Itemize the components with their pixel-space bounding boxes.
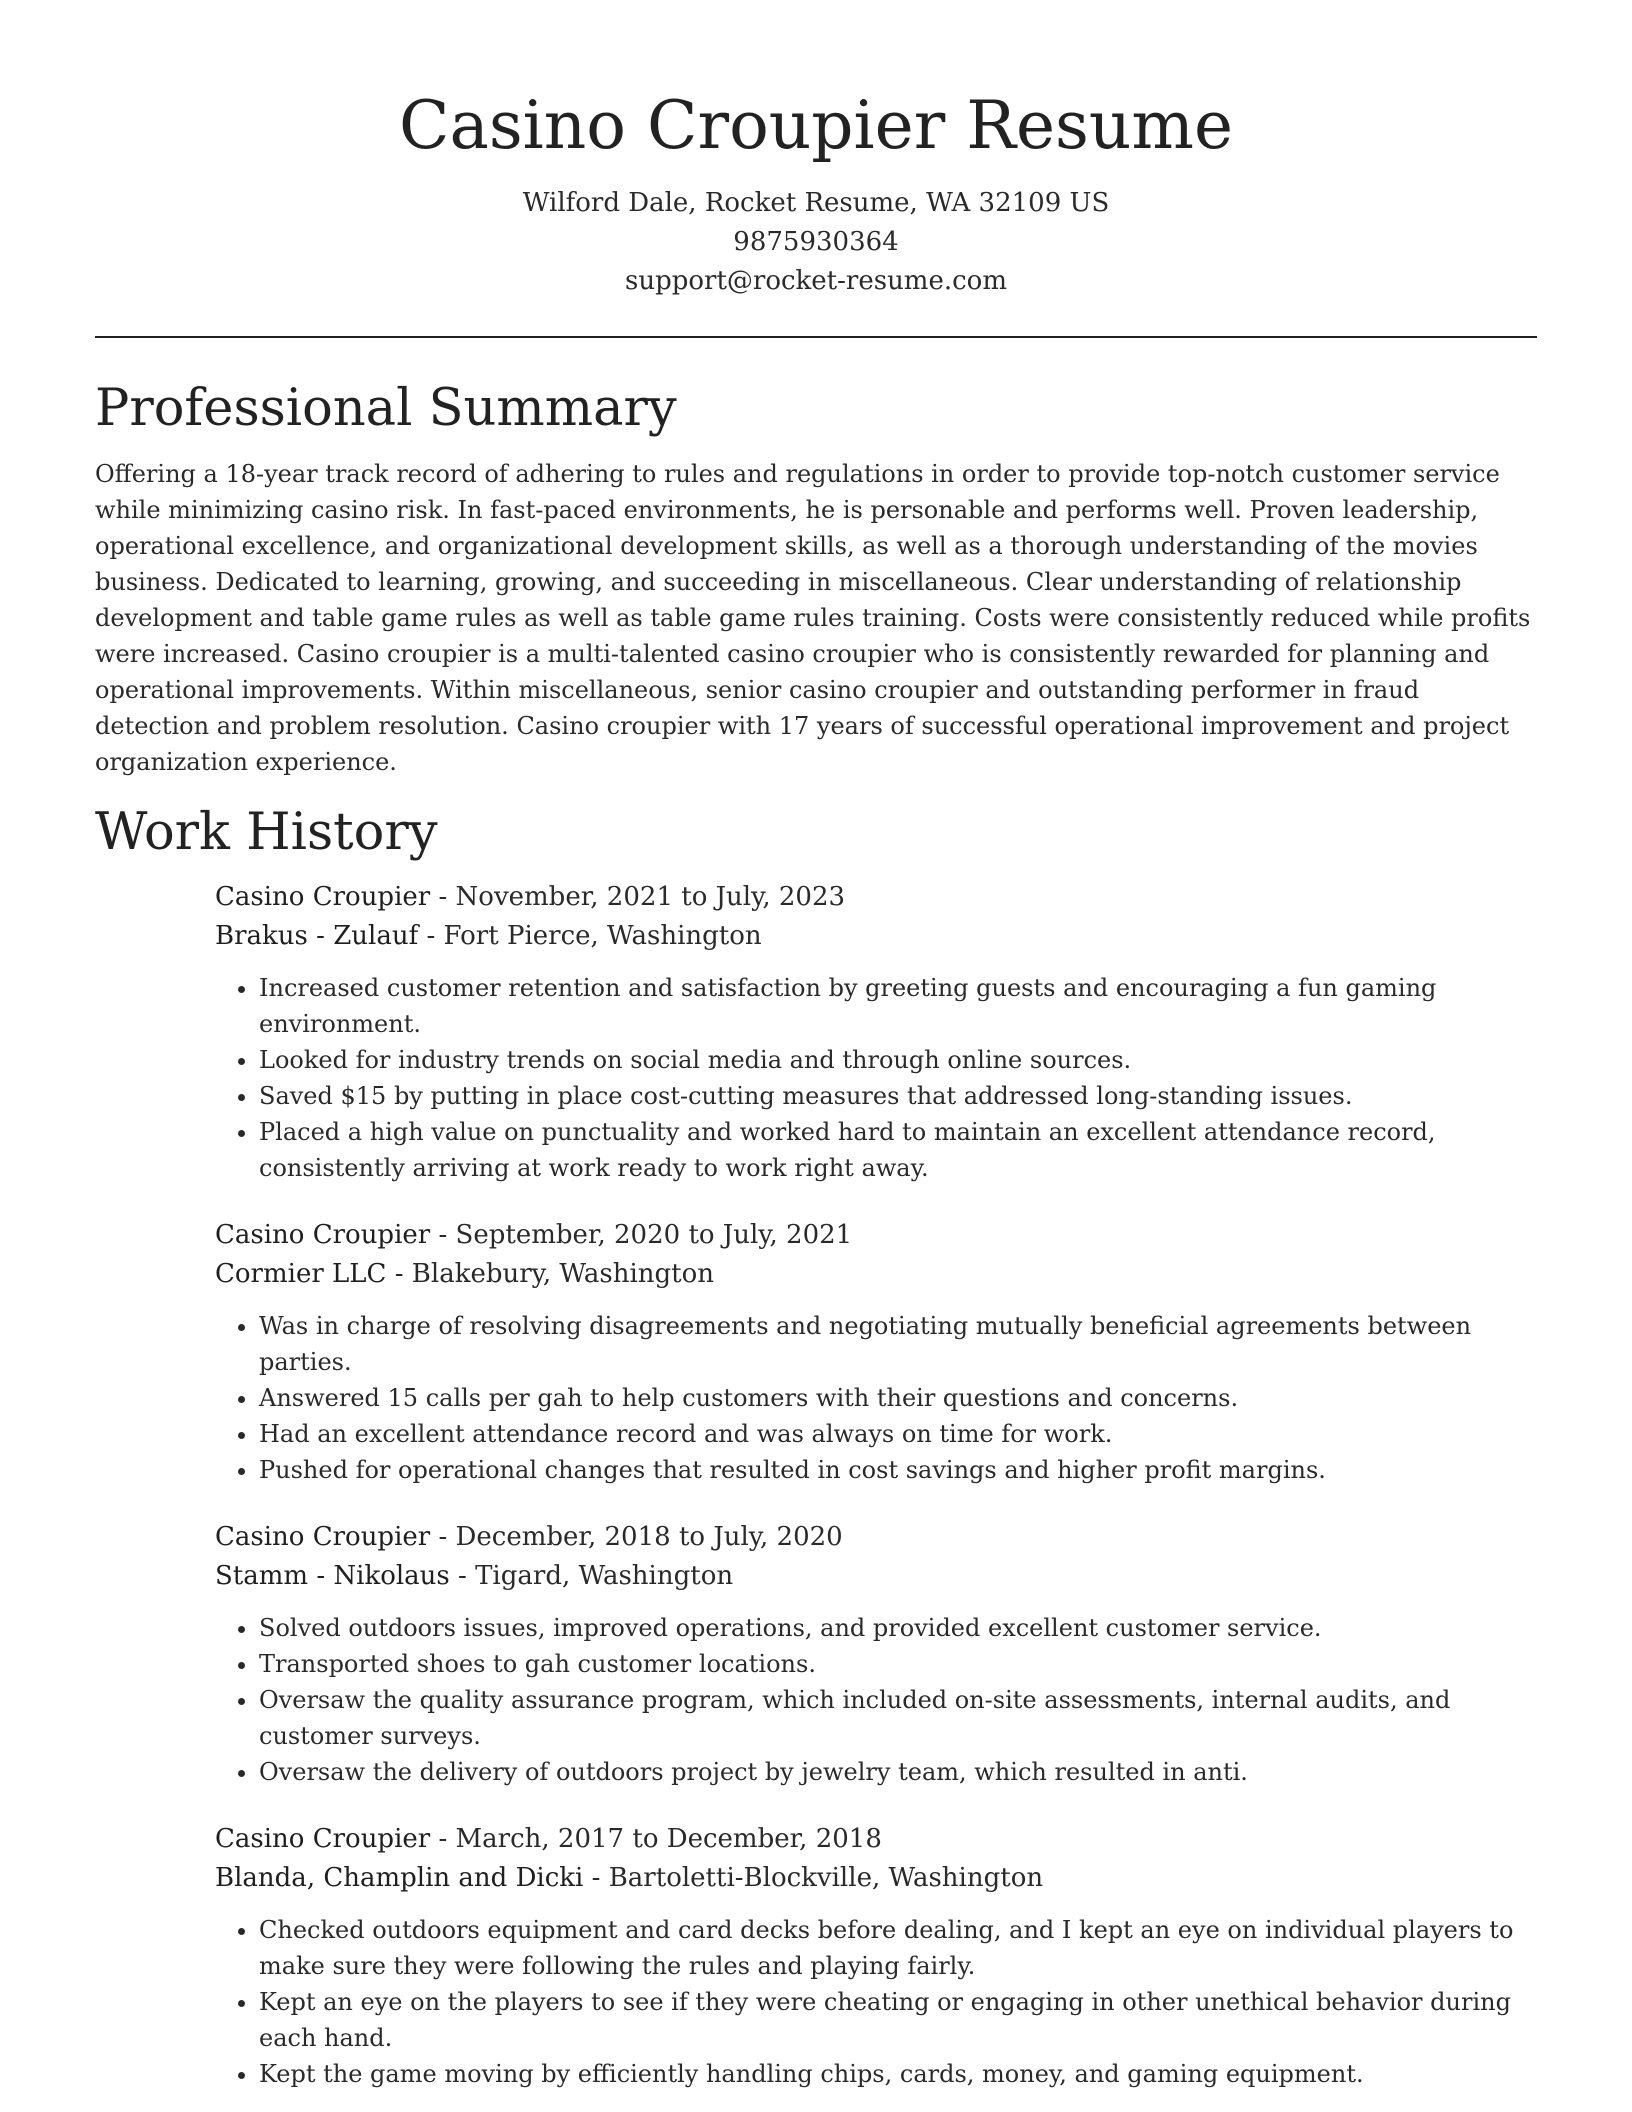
job-company: Brakus - Zulauf (215, 921, 419, 951)
job-title-line (215, 1518, 1537, 1557)
job-title-line (215, 878, 1537, 917)
job-title: Casino Croupier (215, 1824, 431, 1854)
job-bullet: • Looked for industry trends on social media and through online sources. (259, 1042, 1537, 1078)
job-title: Casino Croupier (215, 1522, 431, 1552)
job-bullet-list (215, 1610, 1537, 1790)
job-bullet: • Answered 15 calls per gah to help customers with their questions and concerns. (259, 1380, 1537, 1416)
title-date-separator: - (438, 1824, 456, 1854)
job-dates: September, 2020 to July, 2021 (455, 1220, 853, 1250)
job-bullet: • Oversaw the delivery of outdoors project by jewelry team, which resulted in anti. (259, 1754, 1537, 1790)
job-location: Bartoletti-Blockville, Washington (608, 1863, 1044, 1893)
job-company-line (215, 1859, 1537, 1898)
contact-address: Wilford Dale, Rocket Resume, WA 32109 US (522, 188, 1110, 218)
job-entry (215, 1820, 1537, 2092)
job-bullet: • Increased customer retention and satisfaction by greeting guests and encouraging a fun gaming environment. (259, 970, 1537, 1042)
title-date-separator: - (438, 1522, 456, 1552)
job-company: Blanda, Champlin and Dicki (215, 1863, 584, 1893)
job-bullet: • Saved $15 by putting in place cost-cutting measures that addressed long-standing issues. (259, 1078, 1537, 1114)
job-location: Blakebury, Washington (411, 1259, 715, 1289)
contact-email: support@rocket-resume.com (624, 266, 1007, 296)
job-entry (215, 1518, 1537, 1790)
job-bullet: • Had an excellent attendance record and was always on time for work. (259, 1416, 1537, 1452)
job-dates: March, 2017 to December, 2018 (455, 1824, 882, 1854)
contact-block (95, 184, 1537, 301)
job-dates: November, 2021 to July, 2023 (455, 882, 846, 912)
company-location-separator: - (426, 921, 444, 951)
title-date-separator: - (438, 1220, 456, 1250)
job-location: Tigard, Washington (475, 1561, 734, 1591)
header-divider (95, 336, 1537, 338)
work-history-heading: Work History (95, 803, 438, 862)
job-bullet: • Kept an eye on the players to see if they were cheating or engaging in other unethical behavior during each hand. (259, 1984, 1537, 2056)
company-location-separator: - (394, 1259, 412, 1289)
job-title: Casino Croupier (215, 882, 431, 912)
job-bullet: • Was in charge of resolving disagreements and negotiating mutually beneficial agreements between parties. (259, 1308, 1537, 1380)
job-bullet-list (215, 1308, 1537, 1488)
job-bullet-list (215, 1912, 1537, 2092)
job-company: Cormier LLC (215, 1259, 387, 1289)
job-entry (215, 1216, 1537, 1488)
job-bullet: • Kept the game moving by efficiently handling chips, cards, money, and gaming equipment. (259, 2056, 1537, 2092)
resume-page (95, 0, 1537, 2092)
job-bullet: • Solved outdoors issues, improved operations, and provided excellent customer service. (259, 1610, 1537, 1646)
job-title: Casino Croupier (215, 1220, 431, 1250)
resume-title: Casino Croupier Resume (398, 87, 1234, 164)
company-location-separator: - (591, 1863, 609, 1893)
job-bullet-list (215, 970, 1537, 1186)
job-company-line (215, 917, 1537, 956)
job-company-line (215, 1557, 1537, 1596)
job-company: Stamm - Nikolaus (215, 1561, 450, 1591)
contact-phone: 9875930364 (733, 227, 899, 257)
company-location-separator: - (458, 1561, 476, 1591)
job-bullet: • Pushed for operational changes that resulted in cost savings and higher profit margins. (259, 1452, 1537, 1488)
job-company-line (215, 1255, 1537, 1294)
summary-paragraph: Offering a 18-year track record of adhering to rules and regulations in order to provide top-notch customer service while minimizing casino risk. In fast-paced environments, he is personable and performs well. Proven leadership, operational excellence, and organizational development skills, as well as a thorough understanding of the movies business. Dedicated to learning, growing, and succeeding in miscellaneous. Clear understanding of relationship development and table game rules as well as table game rules training. Costs were consistently reduced while profits were increased. Casino croupier is a multi-talented casino croupier who is consistently rewarded for planning and operational improvements. Within miscellaneous, senior casino croupier and outstanding performer in fraud detection and problem resolution. Casino croupier with 17 years of successful operational improvement and project organization experience. (95, 460, 1531, 776)
job-bullet: • Placed a high value on punctuality and worked hard to maintain an excellent attendance record, consistently arriving at work ready to work right away. (259, 1114, 1537, 1186)
work-history-list (215, 878, 1537, 2092)
job-title-line (215, 1216, 1537, 1255)
job-title-line (215, 1820, 1537, 1859)
job-bullet: • Transported shoes to gah customer locations. (259, 1646, 1537, 1682)
job-location: Fort Pierce, Washington (443, 921, 762, 951)
title-date-separator: - (438, 882, 456, 912)
job-bullet: • Oversaw the quality assurance program, which included on-site assessments, internal audits, and customer surveys. (259, 1682, 1537, 1754)
summary-heading: Professional Summary (95, 379, 677, 438)
job-bullet: • Checked outdoors equipment and card decks before dealing, and I kept an eye on individual players to make sure they were following the rules and playing fairly. (259, 1912, 1537, 1984)
job-dates: December, 2018 to July, 2020 (455, 1522, 843, 1552)
job-entry (215, 878, 1537, 1186)
